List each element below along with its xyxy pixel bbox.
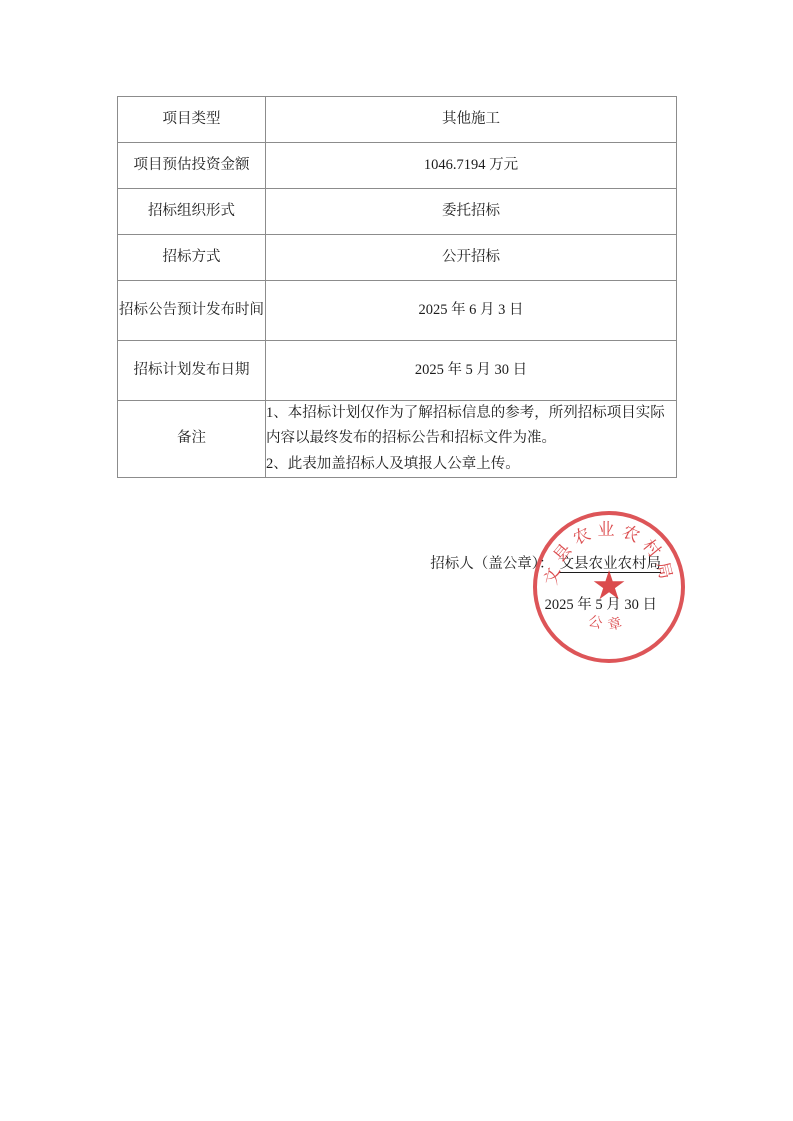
signature-block xyxy=(117,552,677,614)
remark-line-2: 2、此表加盖招标人及填报人公章上传。 xyxy=(266,455,520,472)
remark-line-1: 1、本招标计划仅作为了解招标信息的参考，所列招标项目实际内容以最终发布的招标公告和招标文件为准。 xyxy=(266,405,665,447)
signature-name: 文县农业农村局 xyxy=(559,556,661,572)
svg-text:文县农业农村局: 文县农业农村局 xyxy=(541,520,677,587)
signature-date: 2025 年 5 月 30 日 xyxy=(544,597,657,613)
row-label-publish-date: 招标计划发布日期 xyxy=(118,341,266,401)
row-label-announce-time: 招标公告预计发布时间 xyxy=(118,281,266,341)
table-body xyxy=(118,97,677,478)
row-label-organization-form: 招标组织形式 xyxy=(118,189,266,235)
row-value-organization-form: 委托招标 xyxy=(266,189,677,235)
row-label-bidding-method: 招标方式 xyxy=(118,235,266,281)
table-row-remark xyxy=(118,401,677,478)
bidding-plan-table xyxy=(117,96,677,478)
row-label-investment: 项目预估投资金额 xyxy=(118,143,266,189)
row-value-announce-time: 2025 年 6 月 3 日 xyxy=(266,281,677,341)
svg-text:★: ★ xyxy=(591,563,627,609)
row-value-project-type: 其他施工 xyxy=(266,97,677,143)
row-value-publish-date: 2025 年 5 月 30 日 xyxy=(266,341,677,401)
table-row xyxy=(118,235,677,281)
svg-text:公章: 公章 xyxy=(586,614,632,635)
table-row xyxy=(118,341,677,401)
table-row xyxy=(118,143,677,189)
signature-prefix: 招标人（盖公章）： xyxy=(430,556,554,572)
table-row xyxy=(118,281,677,341)
table-row xyxy=(118,97,677,143)
row-value-bidding-method: 公开招标 xyxy=(266,235,677,281)
row-value-remark xyxy=(266,401,677,478)
row-label-remark: 备注 xyxy=(118,401,266,478)
signature-line xyxy=(117,552,677,573)
table-row xyxy=(118,189,677,235)
row-label-project-type: 项目类型 xyxy=(118,97,266,143)
row-value-investment: 1046.7194 万元 xyxy=(266,143,677,189)
